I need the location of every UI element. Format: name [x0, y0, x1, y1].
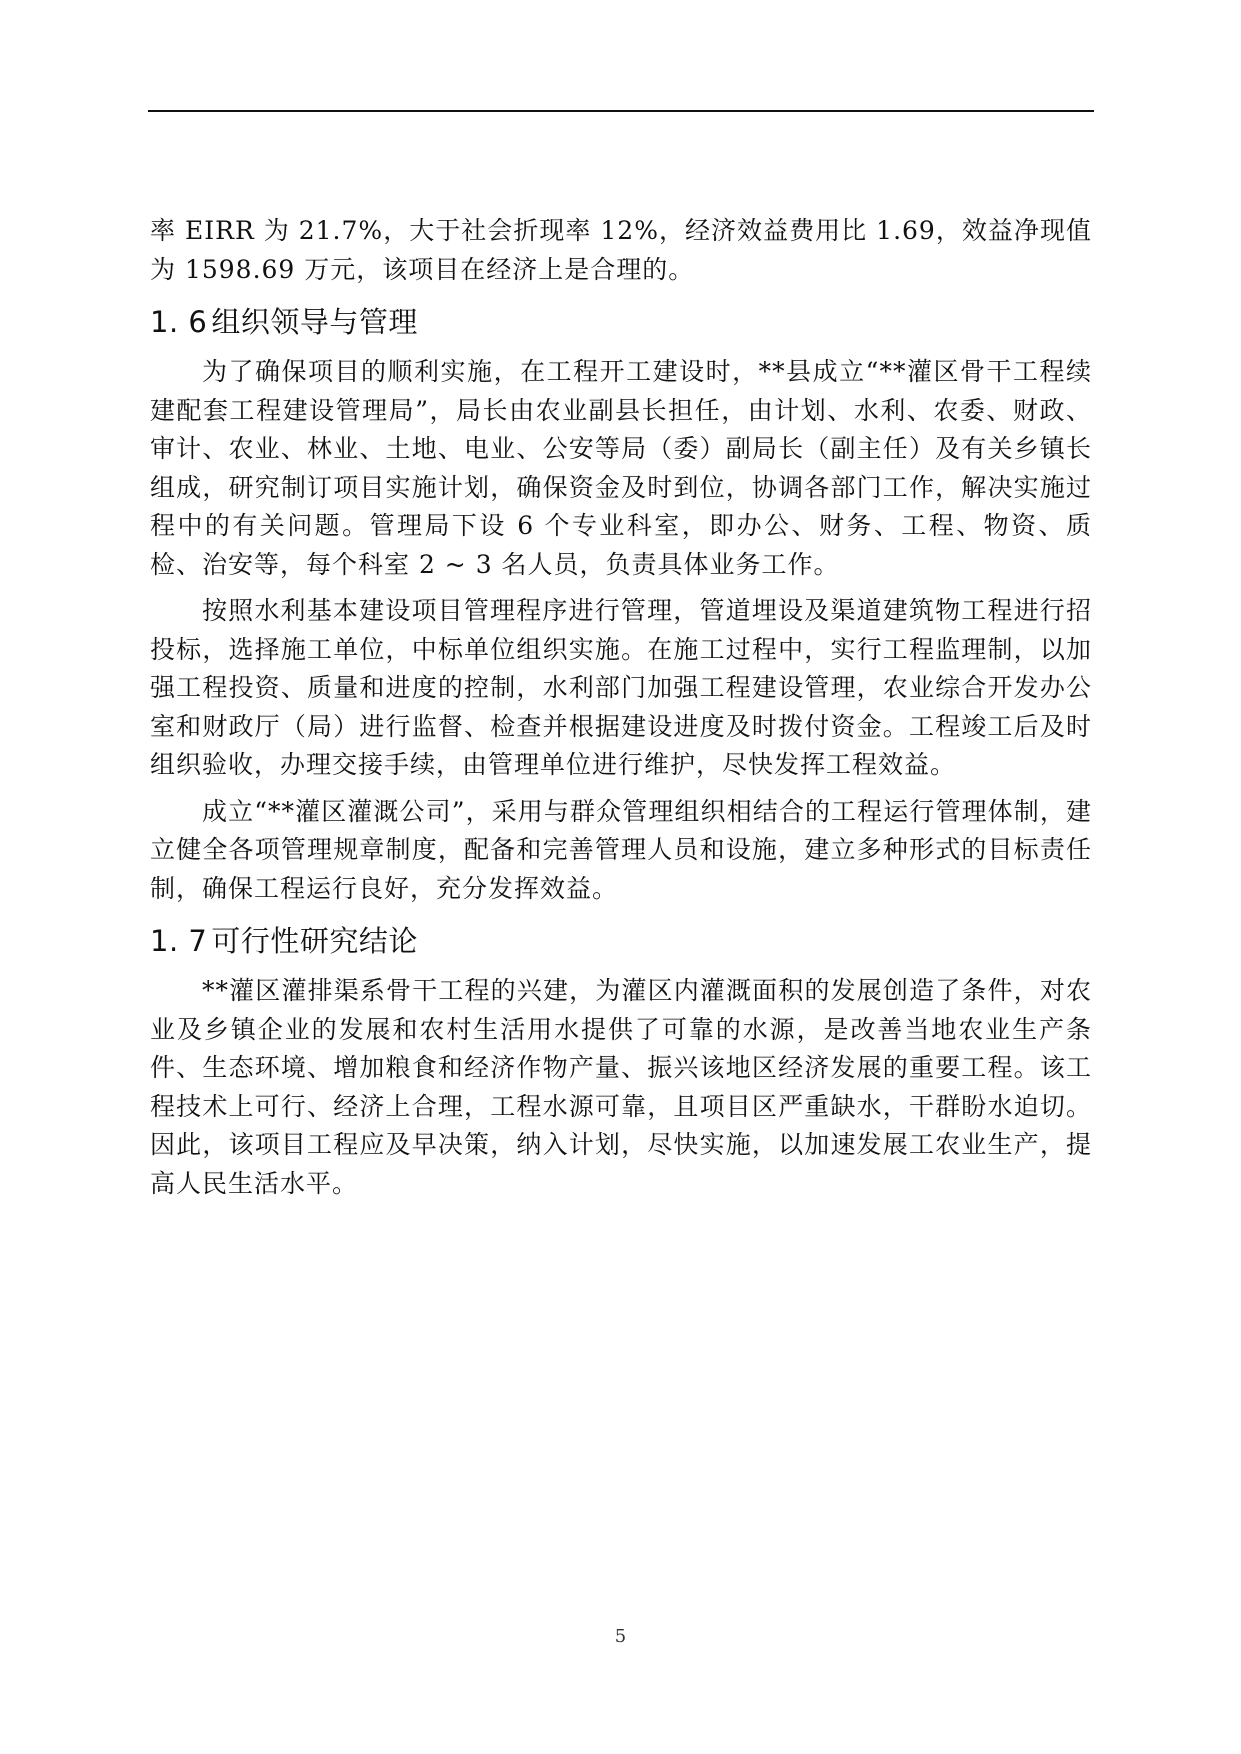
section-number: 1. 7: [150, 924, 208, 958]
document-body: [150, 212, 1092, 1203]
section-heading-1-7: [150, 922, 1092, 960]
header-rule: [148, 110, 1094, 112]
section-title: 可行性研究结论: [211, 924, 418, 958]
section-title: 组织领导与管理: [211, 305, 418, 339]
paragraph-construction-procedure: 按照水利基本建设项目管理程序进行管理，管道埋设及渠道建筑物工程进行招投标，选择施工单位，中标单位组织实施。在施工过程中，实行工程监理制，以加强工程投资、质量和进度的控制，水利部门加强工程建设管理，农业综合开发办公室和财政厅（局）进行监督、检查并根据建设进度及时拨付资金。工程竣工后及时组织验收，办理交接手续，由管理单位进行维护，尽快发挥工程效益。: [150, 596, 1092, 779]
paragraph-feasibility-conclusion: **灌区灌排渠系骨干工程的兴建，为灌区内灌溉面积的发展创造了条件，对农业及乡镇企业的发展和农村生活用水提供了可靠的水源，是改善当地农业生产条件、生态环境、增加粮食和经济作物产量、振兴该地区经济发展的重要工程。该工程技术上可行、经济上合理，工程水源可靠，且项目区严重缺水，干群盼水迫切。因此，该项目工程应及早决策，纳入计划，尽快实施，以加速发展工农业生产，提高人民生活水平。: [150, 976, 1092, 1198]
section-number: 1. 6: [150, 305, 208, 339]
paragraph-economic-conclusion: 率 EIRR 为 21.7%，大于社会折现率 12%，经济效益费用比 1.69，效益净现值为 1598.69 万元，该项目在经济上是合理的。: [150, 216, 1092, 284]
paragraph-management-bureau: 为了确保项目的顺利实施，在工程开工建设时，**县成立“**灌区骨干工程续建配套工程建设管理局”，局长由农业副县长担任，由计划、水利、农委、财政、审计、农业、林业、土地、电业、公安等局（委）副局长（副主任）及有关乡镇长组成，研究制订项目实施计划，确保资金及时到位，协调各部门工作，解决实施过程中的有关问题。管理局下设 6 个专业科室，即办公、财务、工程、物资、质检、治安等，每个科室 2 ~ 3 名人员，负责具体业务工作。: [150, 357, 1092, 579]
paragraph-irrigation-company: 成立“**灌区灌溉公司”，采用与群众管理组织相结合的工程运行管理体制，建立健全各项管理规章制度，配备和完善管理人员和设施，建立多种形式的目标责任制，确保工程运行良好，充分发挥效益。: [150, 796, 1092, 903]
section-heading-1-6: [150, 303, 1092, 341]
page-number: 5: [614, 1626, 627, 1647]
